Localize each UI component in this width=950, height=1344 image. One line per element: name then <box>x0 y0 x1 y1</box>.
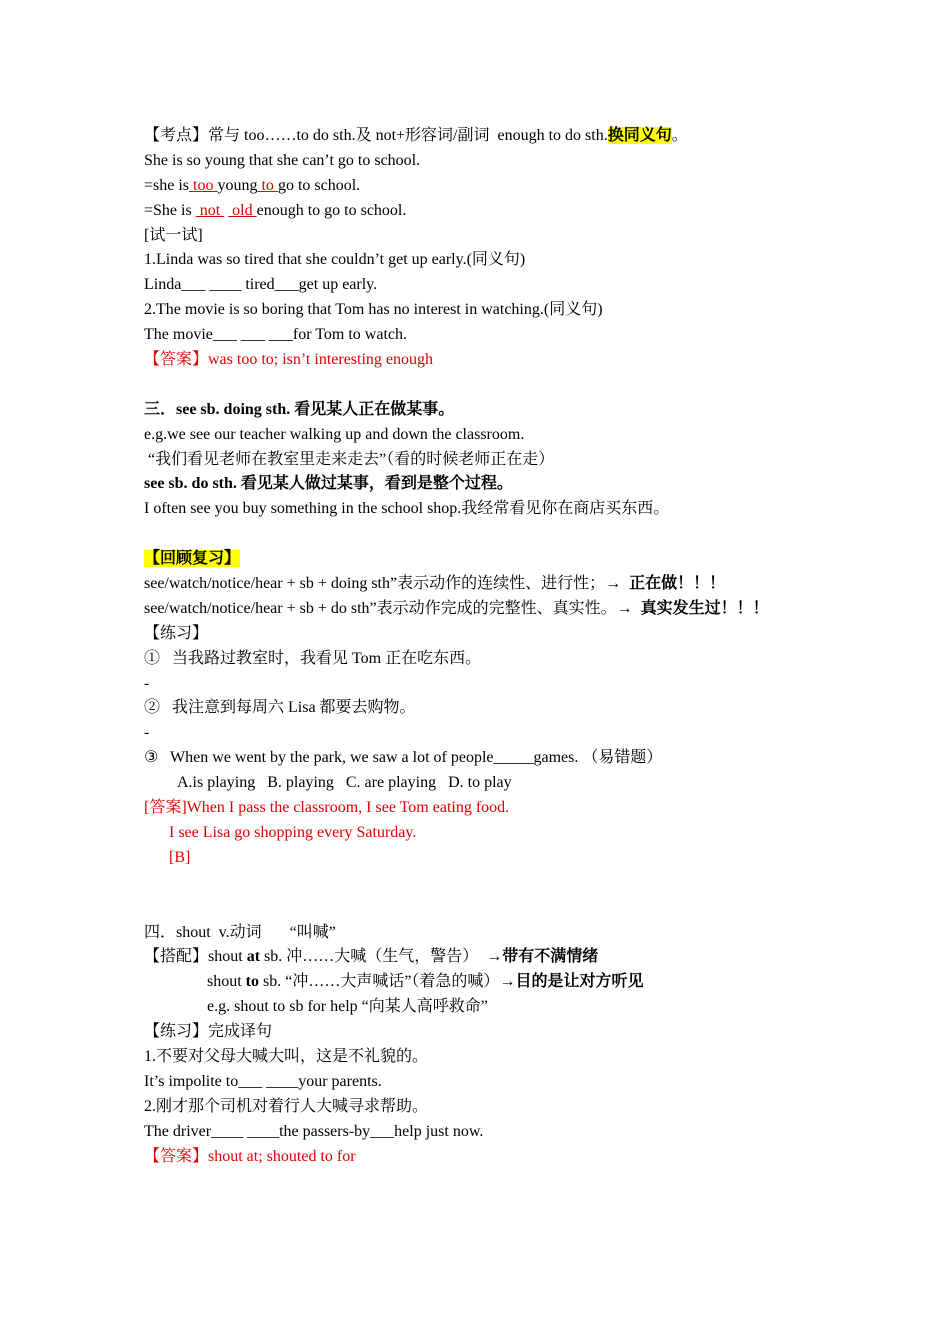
section-3-example-2: I often see you buy something in the school shop.我经常看见你在商店买东西。 <box>144 500 670 518</box>
section-3-example: e.g.we see our teacher walking up and down the classroom. <box>144 425 525 443</box>
dapei-prep: to <box>245 973 259 991</box>
practice-3-options: A.is playing B. playing C. are playing D. to play <box>177 774 512 792</box>
kaodian-label: 【考点】 <box>144 127 209 144</box>
review-emphasis: 正在做！！！ <box>629 575 726 593</box>
try-question-2: 2.The movie is so boring that Tom has no interest in watching.(同义句) <box>144 301 603 319</box>
dapei-text: shout <box>208 948 247 966</box>
section-4-q1-blank: It’s impolite to___ ____your parents. <box>144 1072 382 1090</box>
practice-dash-1: - <box>144 674 150 692</box>
dapei-label: 【搭配】 <box>144 948 209 966</box>
eq2-part: enough to go to school. <box>256 201 407 219</box>
answer-1: 【答案】was too to; isn’t interesting enough <box>144 351 434 369</box>
section-3-title: 三．see sb. doing sth. 看见某人正在做某事。 <box>144 400 455 418</box>
practice-3: ③ When we went by the park, we saw a lot of people_____games. （易错题） <box>144 749 663 767</box>
section-3-example-cn: “我们看见老师在教室里走来走去”（看的时候老师正在走） <box>144 450 555 468</box>
eq2-fill-not: not <box>195 201 225 219</box>
try-question-1: 1.Linda was so tired that she couldn’t get up early.(同义句) <box>144 251 526 269</box>
section-4-practice: 【练习】完成译句 <box>144 1023 273 1041</box>
eq1-part: young <box>217 176 258 194</box>
practice-dash-2: - <box>144 724 150 742</box>
dapei-text: sb. 冲……大喊（生气，警告） <box>260 948 487 966</box>
review-text: see/watch/notice/hear + sb + do sth”表示动作完成的完整性、真实性。→ <box>144 599 641 617</box>
section-4-q2-blank: The driver____ ____the passers-by___help just now. <box>144 1122 484 1140</box>
dapei-prep: at <box>246 948 261 966</box>
eq1-fill-to: to <box>257 176 278 194</box>
review-line-1 <box>144 572 824 597</box>
practice-1: ① 当我路过教室时，我看见 Tom 正在吃东西。 <box>144 649 482 667</box>
practice-label: 【练习】 <box>144 624 209 642</box>
equivalent-1 <box>144 174 824 199</box>
review-label: 【回顾复习】 <box>144 550 241 568</box>
dapei-emphasis: →带有不满情绪 <box>486 948 599 966</box>
review-label-line <box>144 547 824 572</box>
dapei-text: shout <box>207 973 246 991</box>
review-text: see/watch/notice/hear + sb + doing sth”表示动作的连续性、进行性；→ <box>144 575 630 593</box>
eq2-fill-old: old <box>228 201 257 219</box>
try-label: [试一试] <box>144 226 203 244</box>
eq1-part: =she is <box>144 176 190 194</box>
spacer <box>144 522 824 547</box>
example-sentence: She is so young that she can’t go to school. <box>144 151 421 169</box>
section-4-q2: 2.刚才那个司机对着行人大喊寻求帮助。 <box>144 1097 429 1115</box>
kaodian-line <box>144 124 824 149</box>
dapei-line-2 <box>144 970 824 995</box>
kaodian-end: 。 <box>671 127 688 144</box>
review-answer-1: [答案]When I pass the classroom, I see Tom eating food. <box>144 799 510 817</box>
practice-2: ② 我注意到每周六 Lisa 都要去购物。 <box>144 699 416 717</box>
eq1-fill-too: too <box>189 176 218 194</box>
eq1-part: go to school. <box>277 176 361 194</box>
review-answer-3: [B] <box>169 848 191 866</box>
review-line-2 <box>144 597 824 622</box>
review-emphasis: 真实发生过！！！ <box>640 599 769 617</box>
dapei-line-3: e.g. shout to sb for help “向某人高呼救命” <box>207 998 488 1016</box>
section-4-q1: 1.不要对父母大喊大叫，这是不礼貌的。 <box>144 1047 429 1065</box>
try-blank-2: The movie___ ___ ___for Tom to watch. <box>144 326 407 344</box>
review-answer-2: I see Lisa go shopping every Saturday. <box>169 823 417 841</box>
equivalent-2 <box>144 199 824 224</box>
dapei-emphasis: →目的是让对方听见 <box>499 973 644 991</box>
try-blank-1: Linda___ ____ tired___get up early. <box>144 276 378 294</box>
kaodian-text: 常与 too……to do sth.及 not+形容词/副词 enough to do sth. <box>208 127 608 144</box>
section-4-title: 四．shout v.动词 “叫喊” <box>144 923 336 941</box>
eq2-part: =She is <box>144 201 196 219</box>
dapei-text: sb. “冲……大声喊话”（着急的喊） <box>259 973 500 991</box>
dapei-line-1 <box>144 945 824 970</box>
spacer <box>144 871 824 896</box>
section-3-title-2: see sb. do sth. 看见某人做过某事，看到是整个过程。 <box>144 475 513 493</box>
document-page <box>144 124 824 1169</box>
spacer <box>144 373 824 398</box>
section-4-answer: 【答案】shout at; shouted to for <box>144 1147 356 1165</box>
kaodian-highlight: 换同义句 <box>607 127 672 144</box>
spacer <box>144 896 824 921</box>
